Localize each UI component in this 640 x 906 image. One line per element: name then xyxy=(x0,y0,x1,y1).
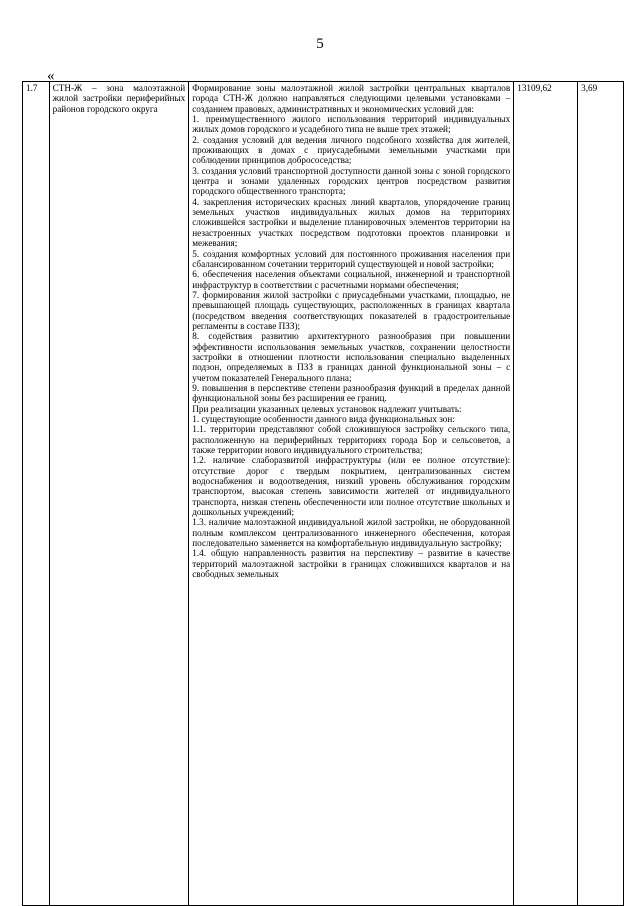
description-paragraph: 1. преимущественного жилого использования территорий индивидуальных жилых домов городского и усадебного типа не выше трех этажей; xyxy=(192,114,511,135)
description-paragraph: 2. создания условий для ведения личного подсобного хозяйства для жителей, проживающих в домах с приусадебными земельными участками при соблюдении принципов добрососедства; xyxy=(192,134,511,166)
zone-description xyxy=(189,82,514,906)
description-paragraph: 1.2. наличие слаборазвитой инфраструктуры (или ее полное отсутствие): отсутствие дорог с твердым покрытием, централизованных систем водоснабжения и водоотведения, низкий уровень обслуживания городским транспортом, высокая степень зависимости жителей от индивидуального транспорта, низкая степень обеспеченности или полное отсутствие школьных и дошкольных учреждений; xyxy=(192,455,511,518)
description-paragraph: 8. содействия развитию архитектурного разнообразия при повышении эффективности использования земельных участков, сохранении целостности застройки в отношении плотности использования специально выделенных подзон, определяемых в ПЗЗ в границах данной функциональной зоны – с учетом показателей Генерального плана; xyxy=(192,331,511,383)
zone-area: 13109,62 xyxy=(514,82,578,906)
description-paragraph: 7. формирования жилой застройки с приусадебными участками, площадью, не превышающей площадь существующих, расположенных в границах квартала (посредством введения соответствующих показателей в градостроительные регламенты в составе ПЗЗ); xyxy=(192,289,511,331)
description-paragraph: 4. закрепления исторических красных линий кварталов, упорядочение границ земельных участков индивидуальных жилых домов на территориях сложившейся застройки и выделение планировочных элементов территории на незастроенных участках посредством подготовки проектов планировки и межевания; xyxy=(192,196,511,249)
table-row xyxy=(23,82,624,906)
opening-quote: « xyxy=(47,68,55,84)
description-paragraph: 5. создания комфортных условий для постоянного проживания населения при сбалансированном сочетании территорий существующей и новой застройки; xyxy=(192,248,511,269)
zones-table xyxy=(22,81,624,906)
description-paragraph: 6. обеспечения населения объектами социальной, инженерной и транспортной инфраструктур в соответствии с расчетными нормами обеспечения; xyxy=(192,269,511,290)
description-paragraph: 1.3. наличие малоэтажной индивидуальной жилой застройки, не оборудованной полным комплексом централизованного инженерного обеспечения, которая последовательно заменяется на комфортабельную индивидуальную застройку; xyxy=(192,517,511,549)
description-paragraph: При реализации указанных целевых установок надлежит учитывать: xyxy=(192,403,462,414)
zone-name: СТН-Ж – зона малоэтажной жилой застройки периферийных районов городского округа xyxy=(52,83,186,114)
row-number: 1.7 xyxy=(23,82,50,906)
zone-name-cell xyxy=(49,82,189,906)
description-paragraph: 1.4. общую направленность развития на перспективу – развитие в качестве территорий малоэтажной застройки в границах сложившихся кварталов и на свободных земельных xyxy=(192,548,511,580)
description-paragraph: Формирование зоны малоэтажной жилой застройки центральных кварталов города СТН-Ж должно направляться следующими целевыми установками – созданием правовых, административных и экономических условий для: xyxy=(192,83,511,114)
description-paragraph: 1. существующие особенности данного вида функциональных зон: xyxy=(192,414,455,424)
zone-percent: 3,69 xyxy=(578,82,624,906)
description-paragraph: 1.1. территории представляют собой сложившуюся застройку сельского типа, расположенную на периферийных территориях города Бор и сельсоветов, а также территории нового индивидуального строительства; xyxy=(192,424,511,456)
page-number: 5 xyxy=(316,36,324,52)
description-paragraph: 9. повышения в перспективе степени разнообразия функций в пределах данной функциональной зоны без расширения ее границ. xyxy=(192,382,511,404)
description-paragraph: 3. создания условий транспортной доступности данной зоны с зоной городского центра и зонами удаленных городских центров посредством развития городского общественного транспорта; xyxy=(192,165,511,197)
